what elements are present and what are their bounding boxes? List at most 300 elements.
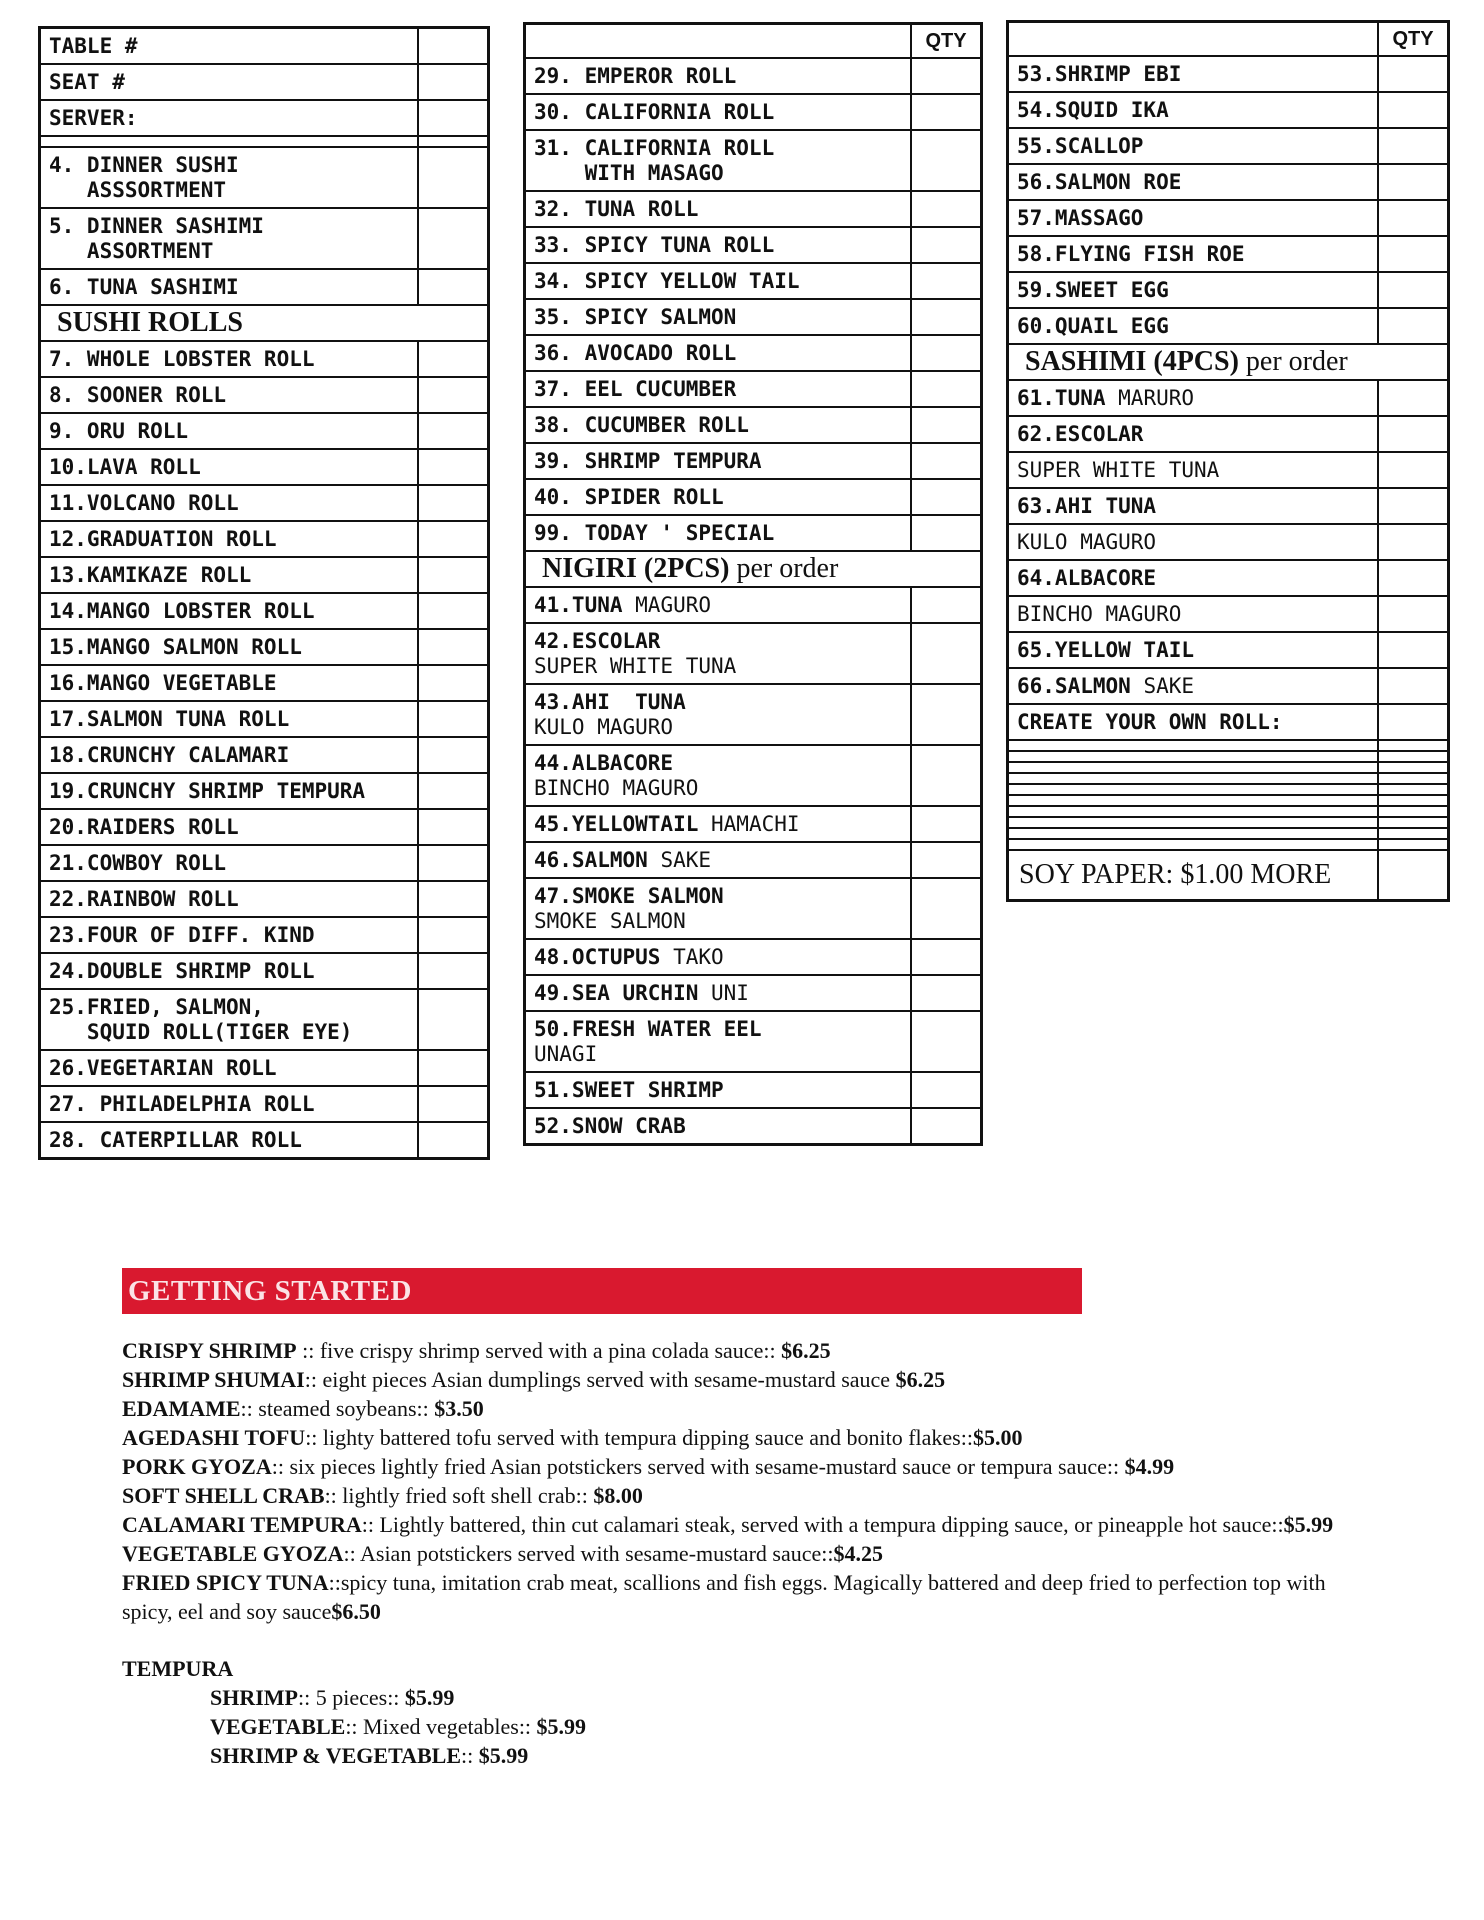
order-row [526, 976, 980, 1012]
qty-cell[interactable] [1377, 807, 1447, 816]
qty-cell[interactable] [910, 336, 980, 370]
item-name: TABLE # [49, 34, 138, 58]
qty-cell[interactable] [417, 378, 487, 412]
item-name: 24.DOUBLE SHRIMP ROLL [49, 959, 315, 983]
item-name: 8. SOONER ROLL [49, 383, 227, 407]
qty-cell[interactable] [1377, 57, 1447, 91]
item-name: 59.SWEET EGG [1017, 278, 1169, 302]
appetizer-name: FRIED SPICY TUNA [122, 1570, 329, 1595]
item-japanese-name: SUPER WHITE TUNA [534, 654, 737, 678]
item-name: 11.VOLCANO ROLL [49, 491, 239, 515]
order-row [41, 342, 487, 378]
item-code-name: 63.AHI TUNA [1017, 494, 1157, 518]
qty-cell[interactable] [417, 594, 487, 628]
appetizer-name: PORK GYOZA [122, 1454, 272, 1479]
item-name: 9. ORU ROLL [49, 419, 189, 443]
appetizer-item [122, 1510, 1362, 1539]
qty-cell[interactable] [1377, 796, 1447, 805]
appetizer-price: $6.50 [331, 1599, 381, 1624]
item-code-name: 41.TUNA [534, 593, 623, 617]
item-code-name: 66.SALMON [1017, 674, 1131, 698]
order-row [1009, 633, 1447, 669]
tempura-price: $5.99 [404, 1685, 455, 1710]
order-row [41, 486, 487, 522]
order-row [41, 270, 487, 306]
blank-custom-row [1009, 741, 1447, 752]
item-name: 12.GRADUATION ROLL [49, 527, 277, 551]
appetizer-item [122, 1568, 1362, 1626]
blank-custom-row [1009, 785, 1447, 796]
item-name: 15.MANGO SALMON ROLL [49, 635, 302, 659]
item-name: 36. AVOCADO ROLL [534, 341, 737, 365]
qty-cell[interactable] [1377, 851, 1447, 899]
qty-cell[interactable] [1377, 597, 1447, 631]
order-row [526, 807, 980, 843]
qty-header: QTY [910, 25, 980, 57]
qty-cell[interactable] [417, 630, 487, 664]
item-name [526, 746, 910, 805]
qty-cell[interactable] [1377, 785, 1447, 794]
appetizer-name: SOFT SHELL CRAB [122, 1483, 325, 1508]
item-code-name: 65.YELLOW TAIL [1017, 638, 1195, 662]
order-row [526, 131, 980, 192]
order-row [41, 738, 487, 774]
qty-cell[interactable] [1377, 818, 1447, 827]
qty-cell[interactable] [417, 101, 487, 135]
item-name: 53.SHRIMP EBI [1017, 62, 1182, 86]
qty-cell[interactable] [910, 1073, 980, 1107]
qty-cell[interactable] [1377, 840, 1447, 849]
qty-cell[interactable] [1377, 273, 1447, 307]
item-name: 19.CRUNCHY SHRIMP TEMPURA [49, 779, 366, 803]
item-japanese-name: TAKO [660, 945, 724, 969]
item-name [1009, 741, 1377, 750]
order-row [1009, 237, 1447, 273]
getting-started-header: GETTING STARTED [122, 1268, 1082, 1314]
item-japanese-name: KULO MAGURO [534, 715, 674, 739]
qty-cell[interactable] [417, 1051, 487, 1085]
qty-cell[interactable] [1377, 165, 1447, 199]
qty-cell[interactable] [1377, 829, 1447, 838]
qty-cell[interactable] [910, 192, 980, 226]
tempura-description: :: [461, 1743, 479, 1768]
qty-cell[interactable] [417, 702, 487, 736]
appetizer-description: :: five crispy shrimp served with a pina colada sauce:: [296, 1338, 782, 1363]
item-japanese-name: BINCHO MAGURO [1017, 602, 1182, 626]
appetizer-price: $4.25 [833, 1541, 883, 1566]
appetizer-item [122, 1336, 1362, 1365]
item-name [1009, 597, 1377, 631]
appetizer-price: $5.00 [972, 1425, 1023, 1450]
item-name [1009, 796, 1377, 805]
order-row [1009, 57, 1447, 93]
item-name [1009, 763, 1377, 772]
qty-cell[interactable] [1377, 129, 1447, 163]
item-name [1009, 633, 1377, 667]
appetizer-name: AGEDASHI TOFU [122, 1425, 306, 1450]
qty-cell[interactable] [1377, 752, 1447, 761]
order-row [41, 954, 487, 990]
item-japanese-name: SAKE [1130, 674, 1195, 698]
qty-cell[interactable] [417, 558, 487, 592]
appetizer-description: ::spicy tuna, imitation crab meat, scallions and fish eggs. Magically battered and deep fried to perfection top with spicy, eel and soy sauce [122, 1570, 1326, 1624]
appetizer-price: $4.99 [1124, 1454, 1175, 1479]
order-row [526, 940, 980, 976]
blank-custom-row [1009, 818, 1447, 829]
qty-cell[interactable] [910, 624, 980, 683]
qty-cell[interactable] [417, 882, 487, 916]
item-name: 6. TUNA SASHIMI [49, 275, 239, 299]
qty-cell[interactable] [1377, 705, 1447, 739]
item-japanese-name: KULO MAGURO [1017, 530, 1157, 554]
qty-cell[interactable] [1377, 633, 1447, 667]
item-name [1009, 807, 1377, 816]
order-row [41, 666, 487, 702]
item-name: 10.LAVA ROLL [49, 455, 201, 479]
qty-cell[interactable] [417, 148, 487, 207]
qty-cell[interactable] [417, 774, 487, 808]
item-name [1009, 774, 1377, 783]
appetizer-name: VEGETABLE GYOZA [122, 1541, 344, 1566]
appetizer-name: CRISPY SHRIMP [122, 1338, 297, 1363]
order-row [41, 522, 487, 558]
tempura-price: $5.99 [478, 1743, 529, 1768]
item-name [526, 843, 910, 877]
blank-custom-row [1009, 796, 1447, 807]
order-row [526, 1073, 980, 1109]
item-japanese-name: HAMACHI [698, 812, 800, 836]
appetizer-price: $5.99 [1283, 1512, 1334, 1537]
order-row [1009, 525, 1447, 561]
appetizer-name: SHRIMP SHUMAI [122, 1367, 305, 1392]
qty-cell[interactable] [910, 480, 980, 514]
qty-cell[interactable] [910, 264, 980, 298]
header-field-row [41, 101, 487, 137]
qty-cell[interactable] [417, 486, 487, 520]
qty-cell[interactable] [417, 450, 487, 484]
item-name [526, 588, 910, 622]
tempura-item [210, 1712, 1362, 1741]
qty-cell[interactable] [910, 444, 980, 478]
item-name: 21.COWBOY ROLL [49, 851, 227, 875]
item-name: 60.QUAIL EGG [1017, 314, 1169, 338]
qty-cell[interactable] [910, 1109, 980, 1143]
order-row [1009, 669, 1447, 705]
qty-cell[interactable] [910, 300, 980, 334]
appetizer-item [122, 1481, 1362, 1510]
qty-cell[interactable] [417, 918, 487, 952]
order-row [41, 594, 487, 630]
qty-cell[interactable] [1377, 381, 1447, 415]
qty-cell[interactable] [910, 408, 980, 442]
tempura-description: :: 5 pieces:: [298, 1685, 405, 1710]
item-name: 28. CATERPILLAR ROLL [49, 1128, 302, 1152]
qty-cell[interactable] [417, 954, 487, 988]
section-title: SUSHI ROLLS [57, 307, 243, 338]
item-name [1009, 785, 1377, 794]
order-row [41, 414, 487, 450]
soy-paper-row [1009, 851, 1447, 899]
qty-cell[interactable] [1377, 201, 1447, 235]
item-name [1009, 417, 1377, 451]
item-name [526, 1109, 910, 1143]
item-code-name: 46.SALMON [534, 848, 648, 872]
order-row [41, 378, 487, 414]
qty-cell[interactable] [910, 131, 980, 190]
qty-cell[interactable] [1377, 774, 1447, 783]
item-code-name: 49.SEA URCHIN [534, 981, 699, 1005]
item-code-name: 52.SNOW CRAB [534, 1114, 686, 1138]
item-japanese-name: MAGURO [622, 593, 712, 617]
appetizer-item [122, 1394, 1362, 1423]
order-row [1009, 417, 1447, 453]
tempura-price: $5.99 [536, 1714, 587, 1739]
order-row [41, 148, 487, 209]
item-code-name: 51.SWEET SHRIMP [534, 1078, 724, 1102]
order-row [526, 1012, 980, 1073]
order-row [526, 192, 980, 228]
appetizer-description: :: eight pieces Asian dumplings served with sesame-mustard sauce [304, 1367, 896, 1392]
item-japanese-name: BINCHO MAGURO [534, 776, 699, 800]
qty-cell[interactable] [417, 29, 487, 63]
order-row [41, 990, 487, 1051]
item-japanese-name: UNAGI [534, 1042, 598, 1066]
order-row [1009, 561, 1447, 597]
item-name: 56.SALMON ROE [1017, 170, 1182, 194]
qty-cell[interactable] [910, 879, 980, 938]
item-name: 13.KAMIKAZE ROLL [49, 563, 252, 587]
qty-cell[interactable] [417, 414, 487, 448]
qty-cell[interactable] [417, 209, 487, 268]
qty-cell[interactable] [417, 666, 487, 700]
blank-custom-row [1009, 774, 1447, 785]
qty-cell[interactable] [1377, 561, 1447, 595]
item-name [526, 1012, 910, 1071]
item-name: 16.MANGO VEGETABLE [49, 671, 277, 695]
order-row [526, 444, 980, 480]
item-name [526, 807, 910, 841]
qty-cell[interactable] [1377, 763, 1447, 772]
order-row [41, 209, 487, 270]
order-row [526, 746, 980, 807]
tempura-item [210, 1741, 1362, 1770]
item-name: 14.MANGO LOBSTER ROLL [49, 599, 315, 623]
qty-cell[interactable] [910, 516, 980, 550]
qty-cell[interactable] [910, 976, 980, 1010]
appetizer-menu [122, 1336, 1362, 1770]
item-name [41, 137, 417, 146]
item-japanese-name: SAKE [647, 848, 712, 872]
qty-cell[interactable] [417, 522, 487, 556]
item-name: SERVER: [49, 106, 138, 130]
qty-cell[interactable] [910, 807, 980, 841]
item-japanese-name: MARURO [1105, 386, 1195, 410]
appetizer-item [122, 1365, 1362, 1394]
item-code-name: 48.OCTUPUS [534, 945, 661, 969]
order-row [1009, 165, 1447, 201]
qty-cell[interactable] [1377, 525, 1447, 559]
appetizer-name: CALAMARI TEMPURA [122, 1512, 362, 1537]
qty-cell[interactable] [417, 846, 487, 880]
qty-cell[interactable] [417, 990, 487, 1049]
qty-cell[interactable] [910, 940, 980, 974]
order-row [526, 372, 980, 408]
item-name: 55.SCALLOP [1017, 134, 1144, 158]
blank-custom-row [1009, 840, 1447, 851]
qty-cell[interactable] [1377, 237, 1447, 271]
order-row [526, 59, 980, 95]
item-code-name: 50.FRESH WATER EEL [534, 1017, 762, 1041]
appetizer-item [122, 1539, 1362, 1568]
item-name: 4. DINNER SUSHI ASSSORTMENT [49, 153, 239, 202]
order-row [41, 810, 487, 846]
qty-cell[interactable] [1377, 453, 1447, 487]
qty-cell[interactable] [910, 1012, 980, 1071]
qty-cell[interactable] [910, 843, 980, 877]
item-name: 99. TODAY ' SPECIAL [534, 521, 775, 545]
item-name: 20.RAIDERS ROLL [49, 815, 239, 839]
qty-cell[interactable] [910, 95, 980, 129]
appetizer-item [122, 1423, 1362, 1452]
appetizer-item [122, 1452, 1362, 1481]
qty-cell[interactable] [910, 59, 980, 93]
qty-cell[interactable] [910, 228, 980, 262]
order-row [526, 843, 980, 879]
order-row [41, 630, 487, 666]
item-name [1009, 840, 1377, 849]
item-name [1009, 752, 1377, 761]
item-japanese-name: SUPER WHITE TUNA [1017, 458, 1220, 482]
appetizer-name: EDAMAME [122, 1396, 241, 1421]
order-row [1009, 129, 1447, 165]
item-name: 39. SHRIMP TEMPURA [534, 449, 762, 473]
appetizer-description: :: lighty battered tofu served with tempura dipping sauce and bonito flakes:: [305, 1425, 973, 1450]
blank-custom-row [1009, 752, 1447, 763]
header-field-row [41, 137, 487, 148]
qty-header: QTY [1377, 23, 1447, 55]
item-name [1009, 561, 1377, 595]
appetizer-description: :: lightly fried soft shell crab:: [324, 1483, 594, 1508]
qty-cell[interactable] [1377, 741, 1447, 750]
order-row [1009, 597, 1447, 633]
order-row [1009, 309, 1447, 345]
item-name: SEAT # [49, 70, 125, 94]
item-name: 35. SPICY SALMON [534, 305, 737, 329]
item-code-name: 47.SMOKE SALMON [534, 884, 724, 908]
qty-cell[interactable] [910, 746, 980, 805]
qty-header-row [1009, 23, 1447, 57]
qty-cell[interactable] [417, 1123, 487, 1157]
item-name: 5. DINNER SASHIMI ASSORTMENT [49, 214, 264, 263]
order-table-sushi [38, 26, 490, 1160]
section-title: NIGIRI (2PCS) [542, 553, 730, 584]
item-name: 58.FLYING FISH ROE [1017, 242, 1245, 266]
qty-cell[interactable] [417, 342, 487, 376]
qty-cell[interactable] [1377, 309, 1447, 343]
item-code-name: 62.ESCOLAR [1017, 422, 1144, 446]
order-row [41, 1123, 487, 1157]
appetizer-price: $8.00 [593, 1483, 643, 1508]
item-name [526, 879, 910, 938]
item-name [1009, 453, 1377, 487]
order-table-sashimi [1006, 20, 1450, 902]
qty-cell[interactable] [1377, 489, 1447, 523]
item-name: 32. TUNA ROLL [534, 197, 699, 221]
item-name: 22.RAINBOW ROLL [49, 887, 239, 911]
order-row [41, 558, 487, 594]
item-code-name: 44.ALBACORE [534, 751, 674, 775]
section-heading [526, 552, 980, 588]
qty-cell[interactable] [417, 270, 487, 304]
order-row [1009, 93, 1447, 129]
item-name [1009, 525, 1377, 559]
appetizer-price: $6.25 [895, 1367, 946, 1392]
order-row [526, 300, 980, 336]
order-row [526, 95, 980, 131]
section-heading [41, 306, 487, 342]
order-row [41, 882, 487, 918]
item-code-name: 61.TUNA [1017, 386, 1106, 410]
item-name: 26.VEGETARIAN ROLL [49, 1056, 277, 1080]
order-row [1009, 453, 1447, 489]
item-name: 29. EMPEROR ROLL [534, 64, 737, 88]
order-row [526, 588, 980, 624]
blank-custom-row [1009, 763, 1447, 774]
item-name: 25.FRIED, SALMON, SQUID ROLL(TIGER EYE) [49, 995, 353, 1044]
order-row [1009, 705, 1447, 741]
blank-custom-row [1009, 829, 1447, 840]
qty-cell[interactable] [417, 137, 487, 146]
tempura-list [122, 1683, 1362, 1770]
qty-cell[interactable] [417, 738, 487, 772]
item-japanese-name: UNI [698, 981, 749, 1005]
qty-cell[interactable] [1377, 93, 1447, 127]
item-name [526, 624, 910, 683]
appetizer-description: :: steamed soybeans:: [240, 1396, 435, 1421]
order-row [41, 702, 487, 738]
qty-cell[interactable] [1377, 417, 1447, 451]
section-note: per order [729, 553, 839, 584]
order-row [1009, 201, 1447, 237]
header-field-row [41, 29, 487, 65]
section-note: per order [1238, 346, 1348, 377]
item-name: 30. CALIFORNIA ROLL [534, 100, 775, 124]
qty-cell[interactable] [417, 1087, 487, 1121]
item-name [1009, 489, 1377, 523]
qty-cell[interactable] [417, 65, 487, 99]
blank-header [1009, 23, 1377, 55]
qty-cell[interactable] [910, 685, 980, 744]
item-name: 17.SALMON TUNA ROLL [49, 707, 290, 731]
qty-cell[interactable] [1377, 669, 1447, 703]
qty-cell[interactable] [910, 372, 980, 406]
order-row [526, 408, 980, 444]
appetizer-description: :: Asian potstickers served with sesame-mustard sauce:: [343, 1541, 834, 1566]
header-field-row [41, 65, 487, 101]
qty-cell[interactable] [417, 810, 487, 844]
order-row [526, 336, 980, 372]
order-row [526, 264, 980, 300]
qty-cell[interactable] [910, 588, 980, 622]
item-name: 54.SQUID IKA [1017, 98, 1169, 122]
order-row [1009, 381, 1447, 417]
section-title: SASHIMI (4PCS) [1025, 346, 1239, 377]
item-name: 27. PHILADELPHIA ROLL [49, 1092, 315, 1116]
item-name [526, 1073, 910, 1107]
order-row [526, 480, 980, 516]
item-name [526, 940, 910, 974]
order-row [41, 918, 487, 954]
